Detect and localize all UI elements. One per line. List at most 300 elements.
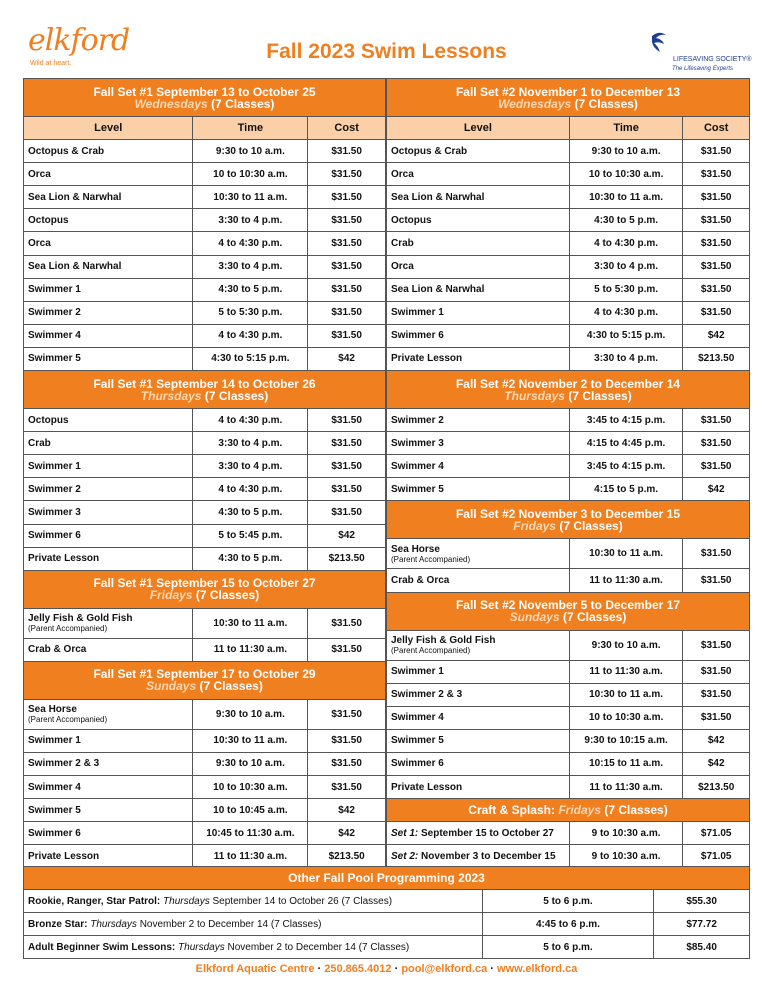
level-name: Orca [391,261,414,273]
level-cell [24,255,193,278]
level-name: Swimmer 5 [391,735,444,747]
section-day: Fridays [149,588,193,603]
other-row [24,890,750,913]
level-name: Swimmer 5 [28,804,81,816]
section-header-row [24,570,386,608]
logo-tagline: Wild at heart. [30,60,72,67]
level-name: Octopus [391,214,432,226]
program-cell [24,913,483,936]
section-class-count: (7 Classes) [562,610,627,624]
level-cell [387,409,570,432]
table-row [24,524,386,547]
cost-cell: $42 [683,478,750,501]
table-row [387,324,750,347]
level-name: Swimmer 3 [391,437,444,449]
level-name: Octopus [28,414,69,426]
time-cell: 3:45 to 4:15 p.m. [569,455,683,478]
table-row [387,255,750,278]
time-cell: 9:30 to 10 a.m. [569,140,683,163]
level-cell [387,140,570,163]
cost-cell: $42 [308,799,386,822]
level-name: Sea Horse [28,704,77,716]
footer-venue: Elkford Aquatic Centre [195,963,315,975]
cost-cell: $31.50 [308,638,386,661]
table-row [387,455,750,478]
level-name: Swimmer 2 & 3 [391,689,463,701]
cost-cell: $55.30 [654,890,750,913]
table-row [387,683,750,706]
time-cell: 4 to 4:30 p.m. [193,409,308,432]
level-name: Octopus [28,214,69,226]
page-title: Fall 2023 Swim Lessons [266,40,507,63]
table-row [24,409,386,432]
level-note: (Parent Accompanied) [391,646,471,655]
column-level: Level [387,117,570,140]
time-cell: 9:30 to 10:15 a.m. [569,729,683,752]
footer-website[interactable]: www.elkford.ca [497,963,578,975]
cost-cell: $31.50 [308,209,386,232]
section-title: Fall Set #2 November 1 to December 13 [455,84,681,99]
section-header [387,371,750,409]
time-cell: 10:30 to 11 a.m. [569,186,683,209]
table-row [24,186,386,209]
level-name: Crab & Orca [28,644,87,656]
section-header-row [387,371,750,409]
cost-cell: $31.50 [308,608,386,638]
level-note: (Parent Accompanied) [28,624,108,634]
level-name: Swimmer 2 & 3 [28,758,100,770]
program-cell [24,936,483,959]
level-name: Swimmer 1 [28,284,81,296]
cost-cell: $213.50 [683,775,750,798]
cost-cell: $31.50 [308,255,386,278]
table-row [24,255,386,278]
column-time: Time [569,117,683,140]
time-cell: 3:30 to 4 p.m. [193,209,308,232]
table-row [387,347,750,370]
cost-cell: $42 [683,729,750,752]
table-row [24,455,386,478]
section-class-count: (7 Classes) [195,588,260,603]
table-row [24,845,386,868]
cost-cell: $31.50 [308,301,386,324]
table-row [24,232,386,255]
cost-cell: $31.50 [683,163,750,186]
section-header-row [24,371,386,409]
level-cell [387,775,570,798]
table-row [24,799,386,822]
time-cell: 3:30 to 4 p.m. [193,455,308,478]
section-title: Other Fall Pool Programming 2023 [288,871,485,885]
table-row [24,209,386,232]
craft-dates: September 15 to October 27 [421,827,554,839]
lifesaving-society-logo [648,30,758,76]
level-cell [24,455,193,478]
table-row [24,547,386,570]
level-name: Sea Lion & Narwhal [28,261,122,273]
craft-day: Fridays [558,803,601,818]
cost-cell: $31.50 [683,539,750,569]
column-time: Time [193,117,308,140]
level-name: Swimmer 6 [391,758,444,770]
table-row [24,638,386,661]
cost-cell: $31.50 [683,140,750,163]
column-cost: Cost [683,117,750,140]
level-cell [24,799,193,822]
section-header [24,661,386,699]
cost-cell: $31.50 [683,660,750,683]
level-cell [24,163,193,186]
level-cell [24,775,193,798]
table-row [24,301,386,324]
cost-cell: $31.50 [683,630,750,660]
table-row [387,752,750,775]
level-name: Swimmer 4 [391,712,444,724]
table-row [387,301,750,324]
level-cell [387,455,570,478]
level-name: Sea Horse [391,543,440,555]
section-class-count: (7 Classes) [199,679,263,694]
table-row [24,278,386,301]
table-row [387,539,750,569]
level-name: Swimmer 3 [28,506,81,518]
other-row [24,913,750,936]
time-cell: 5 to 6 p.m. [482,936,654,959]
cost-cell: $71.05 [683,845,750,868]
cost-cell: $31.50 [308,186,386,209]
time-cell: 11 to 11:30 a.m. [569,775,683,798]
table-row [387,630,750,660]
level-name: Octopus & Crab [28,145,105,157]
level-cell [24,347,193,370]
cost-cell: $31.50 [308,232,386,255]
section-header-row [24,79,386,117]
section-day: Wednesdays [134,96,208,111]
level-cell [387,232,570,255]
level-cell [24,608,193,638]
cost-cell: $42 [308,524,386,547]
level-cell [24,547,193,570]
footer-email[interactable]: pool@elkford.ca [401,963,488,975]
section-class-count: (7 Classes) [211,96,275,111]
craft-row [387,822,750,845]
section-title: Fall Set #2 November 3 to December 15 [455,506,681,521]
footer-contact: Elkford Aquatic Centre · 250.865.4012 · pool@elkford.ca · www.elkford.ca [195,963,578,975]
craft-class-count: (7 Classes) [604,803,668,818]
level-name: Private Lesson [28,850,100,862]
program-cell [24,890,483,913]
elkford-logo [28,23,138,76]
cost-cell: $42 [308,822,386,845]
level-name: Sea Lion & Narwhal [391,191,485,203]
section-header-row [387,79,750,117]
lifesaving-swimmer-icon [648,30,670,54]
table-row [387,775,750,798]
time-cell: 9 to 10:30 a.m. [569,845,683,868]
cost-cell: $213.50 [308,845,386,868]
table-row [24,140,386,163]
table-row [24,729,386,752]
time-cell: 4:45 to 6 p.m. [482,913,654,936]
level-cell [387,432,570,455]
level-cell [387,683,570,706]
table-row [24,478,386,501]
section-header-row [387,592,750,630]
table-row [24,608,386,638]
level-name: Swimmer 4 [391,460,444,472]
society-tagline: The Lifesaving Experts [672,66,734,72]
table-row [24,324,386,347]
level-cell [24,278,193,301]
level-cell [24,324,193,347]
cost-cell: $31.50 [308,140,386,163]
program-day: Thursdays [178,941,225,953]
section-title: Fall Set #2 November 2 to December 14 [455,376,681,391]
level-name: Swimmer 2 [28,483,81,495]
time-cell: 4:30 to 5:15 p.m. [569,324,683,347]
level-cell [24,524,193,547]
level-name: Crab [391,238,414,250]
level-cell [387,255,570,278]
time-cell: 10:30 to 11 a.m. [193,608,308,638]
craft-title: Craft & Splash: [468,803,555,818]
cost-cell: $31.50 [308,324,386,347]
table-row [387,706,750,729]
cost-cell: $31.50 [683,209,750,232]
level-name: Jelly Fish & Gold Fish [391,635,496,646]
program-name: Bronze Star: [28,918,88,930]
cost-cell: $31.50 [308,478,386,501]
time-cell: 3:30 to 4 p.m. [193,255,308,278]
section-class-count: (7 Classes) [559,518,623,533]
level-cell [24,140,193,163]
level-cell [387,660,570,683]
table-row [24,163,386,186]
level-name: Sea Lion & Narwhal [28,191,122,203]
time-cell: 9:30 to 10 a.m. [193,752,308,775]
cost-cell: $31.50 [683,255,750,278]
level-cell [24,752,193,775]
level-name: Swimmer 6 [391,330,444,342]
cost-cell: $42 [683,752,750,775]
section-header [24,371,386,409]
cost-cell: $31.50 [683,232,750,255]
time-cell: 10:30 to 11 a.m. [193,186,308,209]
table-row [24,822,386,845]
table-row [387,140,750,163]
cost-cell: $31.50 [308,729,386,752]
time-cell: 4:30 to 5 p.m. [569,209,683,232]
section-header [387,501,750,539]
time-cell: 4:30 to 5 p.m. [193,278,308,301]
time-cell: 10:30 to 11 a.m. [193,729,308,752]
section-day: Sundays [509,610,560,624]
section-header-row [24,867,750,890]
right-schedule-table [386,78,750,868]
society-name: LIFESAVING SOCIETY® [673,56,752,63]
level-cell [24,301,193,324]
program-name: Rookie, Ranger, Star Patrol: [28,895,161,907]
level-name: Crab & Orca [391,574,450,586]
level-name: Orca [28,238,51,250]
time-cell: 4 to 4:30 p.m. [193,232,308,255]
level-name: Private Lesson [391,781,463,793]
craft-set: Set 2: [391,850,419,862]
cost-cell: $31.50 [308,409,386,432]
level-note: (Parent Accompanied) [391,554,471,564]
level-cell [387,278,570,301]
level-cell [387,539,570,569]
level-cell [24,822,193,845]
program-day: Thursdays [163,895,210,907]
logo-wordmark: elkford [28,23,130,58]
time-cell: 9:30 to 10 a.m. [193,140,308,163]
time-cell: 4 to 4:30 p.m. [569,232,683,255]
section-header [24,79,386,117]
level-name: Octopus & Crab [391,145,468,157]
level-name: Swimmer 1 [391,307,444,319]
column-header-row [24,117,386,140]
section-day: Wednesdays [498,96,572,111]
time-cell: 9:30 to 10 a.m. [193,699,308,729]
level-cell [387,706,570,729]
table-row [387,478,750,501]
cost-cell: $42 [683,324,750,347]
table-row [387,209,750,232]
cost-cell: $213.50 [308,547,386,570]
level-cell [24,232,193,255]
cost-cell: $213.50 [683,347,750,370]
level-cell [24,501,193,524]
program-day: Thursdays [90,918,137,930]
cost-cell: $77.72 [654,913,750,936]
time-cell: 11 to 11:30 a.m. [193,638,308,661]
section-title: Fall Set #2 November 5 to December 17 [455,598,681,612]
level-name: Orca [391,168,414,180]
section-day: Thursdays [504,388,565,403]
program-detail: November 2 to December 14 (7 Classes) [227,941,410,953]
time-cell: 5 to 6 p.m. [482,890,654,913]
section-title: Fall Set #1 September 17 to October 29 [93,667,316,682]
craft-set: Set 1: [391,827,419,839]
table-row [24,752,386,775]
time-cell: 4 to 4:30 p.m. [193,478,308,501]
craft-header-row [387,799,750,822]
time-cell: 11 to 11:30 a.m. [193,845,308,868]
time-cell: 4:30 to 5:15 p.m. [193,347,308,370]
table-row [387,163,750,186]
section-header-row [387,501,750,539]
level-cell [24,638,193,661]
time-cell: 10:30 to 11 a.m. [569,539,683,569]
level-name: Swimmer 5 [28,353,81,365]
section-header [24,867,750,890]
level-cell [387,163,570,186]
time-cell: 4 to 4:30 p.m. [569,301,683,324]
level-cell [387,569,570,592]
cost-cell: $31.50 [308,752,386,775]
level-name: Swimmer 5 [391,483,444,495]
table-row [387,660,750,683]
time-cell: 3:30 to 4 p.m. [569,347,683,370]
cost-cell: $42 [308,347,386,370]
level-cell [387,301,570,324]
cost-cell: $71.05 [683,822,750,845]
time-cell: 10:45 to 11:30 a.m. [193,822,308,845]
time-cell: 3:30 to 4 p.m. [193,432,308,455]
other-programming-table [23,866,750,959]
level-cell [24,409,193,432]
table-row [387,278,750,301]
level-name: Swimmer 4 [28,781,81,793]
level-name: Swimmer 2 [28,307,81,319]
level-cell [24,209,193,232]
time-cell: 4 to 4:30 p.m. [193,324,308,347]
level-cell [24,186,193,209]
level-cell [387,186,570,209]
craft-set-cell [387,845,570,868]
table-row [24,347,386,370]
section-day: Sundays [146,679,197,694]
section-title: Fall Set #1 September 15 to October 27 [93,576,316,591]
level-cell [24,478,193,501]
cost-cell: $31.50 [683,455,750,478]
cost-cell: $31.50 [308,432,386,455]
level-cell [387,729,570,752]
table-row [387,409,750,432]
time-cell: 11 to 11:30 a.m. [569,660,683,683]
level-name: Swimmer 2 [391,414,444,426]
table-row [387,569,750,592]
time-cell: 5 to 5:30 p.m. [569,278,683,301]
time-cell: 4:15 to 4:45 p.m. [569,432,683,455]
level-name: Swimmer 4 [28,330,81,342]
level-name: Crab [28,437,51,449]
time-cell: 10:30 to 11 a.m. [569,683,683,706]
table-row [387,232,750,255]
table-row [24,699,386,729]
level-name: Private Lesson [28,553,100,565]
section-title: Fall Set #1 September 13 to October 25 [93,84,316,99]
level-name: Jelly Fish & Gold Fish [28,613,133,625]
cost-cell: $31.50 [308,501,386,524]
level-note: (Parent Accompanied) [28,715,108,725]
program-detail: November 2 to December 14 (7 Classes) [139,918,322,930]
section-class-count: (7 Classes) [204,388,269,403]
cost-cell: $31.50 [683,706,750,729]
level-name: Private Lesson [391,353,463,365]
column-level: Level [24,117,193,140]
craft-header [387,799,750,822]
section-header [387,79,750,117]
level-cell [387,752,570,775]
section-header-row [24,661,386,699]
cost-cell: $31.50 [683,569,750,592]
level-name: Orca [28,168,51,180]
program-name: Adult Beginner Swim Lessons: [28,941,176,953]
level-cell [387,630,570,660]
column-header-row [387,117,750,140]
level-name: Swimmer 6 [28,530,81,542]
cost-cell: $31.50 [683,432,750,455]
time-cell: 10 to 10:30 a.m. [569,706,683,729]
level-name: Sea Lion & Narwhal [391,284,485,296]
cost-cell: $31.50 [683,186,750,209]
cost-cell: $31.50 [683,409,750,432]
level-cell [24,845,193,868]
column-cost: Cost [308,117,386,140]
table-row [24,775,386,798]
